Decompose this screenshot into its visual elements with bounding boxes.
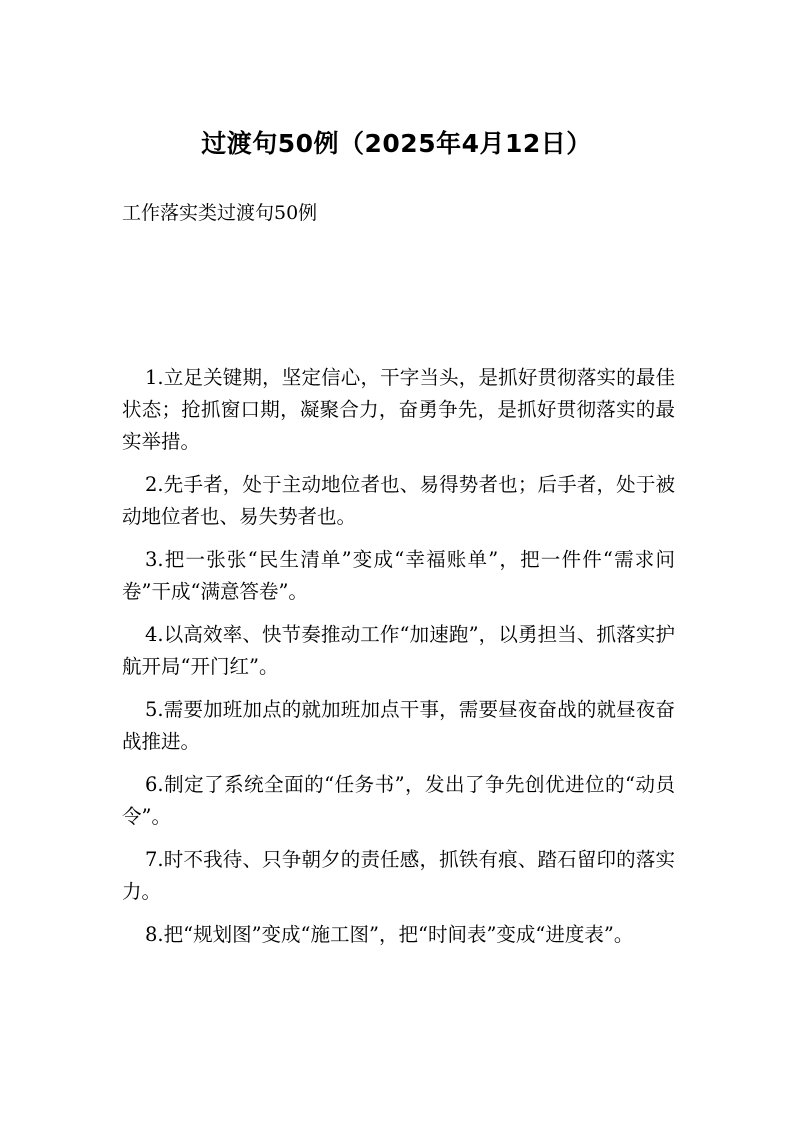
paragraph-5: 5.需要加班加点的就加班加点干事，需要昼夜奋战的就昼夜奋战推进。 (122, 698, 675, 753)
paragraph-4: 4.以高效率、快节奏推动工作“加速跑”，以勇担当、抓落实护航开局“开门红”。 (122, 623, 675, 678)
paragraph-3: 3.把一张张“民生清单”变成“幸福账单”，把一件件“需求问卷”干成“满意答卷”。 (122, 548, 675, 603)
paragraph-1: 1.立足关键期，坚定信心，干字当头，是抓好贯彻落实的最佳状态；抢抓窗口期，凝聚合力，奋勇争先，是抓好贯彻落实的最实举措。 (122, 366, 675, 453)
paragraph-2: 2.先手者，处于主动地位者也、易得势者也；后手者，处于被动地位者也、易失势者也。 (122, 473, 675, 528)
document-subtitle: 工作落实类过渡句50例 (122, 202, 318, 224)
paragraph-8: 8.把“规划图”变成“施工图”，把“时间表”变成“进度表”。 (145, 923, 634, 946)
paragraph-7: 7.时不我待、只争朝夕的责任感，抓铁有痕、踏石留印的落实力。 (122, 848, 675, 903)
document-title: 过渡句50例（2025年4月12日） (201, 129, 592, 158)
paragraph-6: 6.制定了系统全面的“任务书”，发出了争先创优进位的“动员令”。 (122, 773, 675, 828)
document-body (122, 362, 675, 962)
